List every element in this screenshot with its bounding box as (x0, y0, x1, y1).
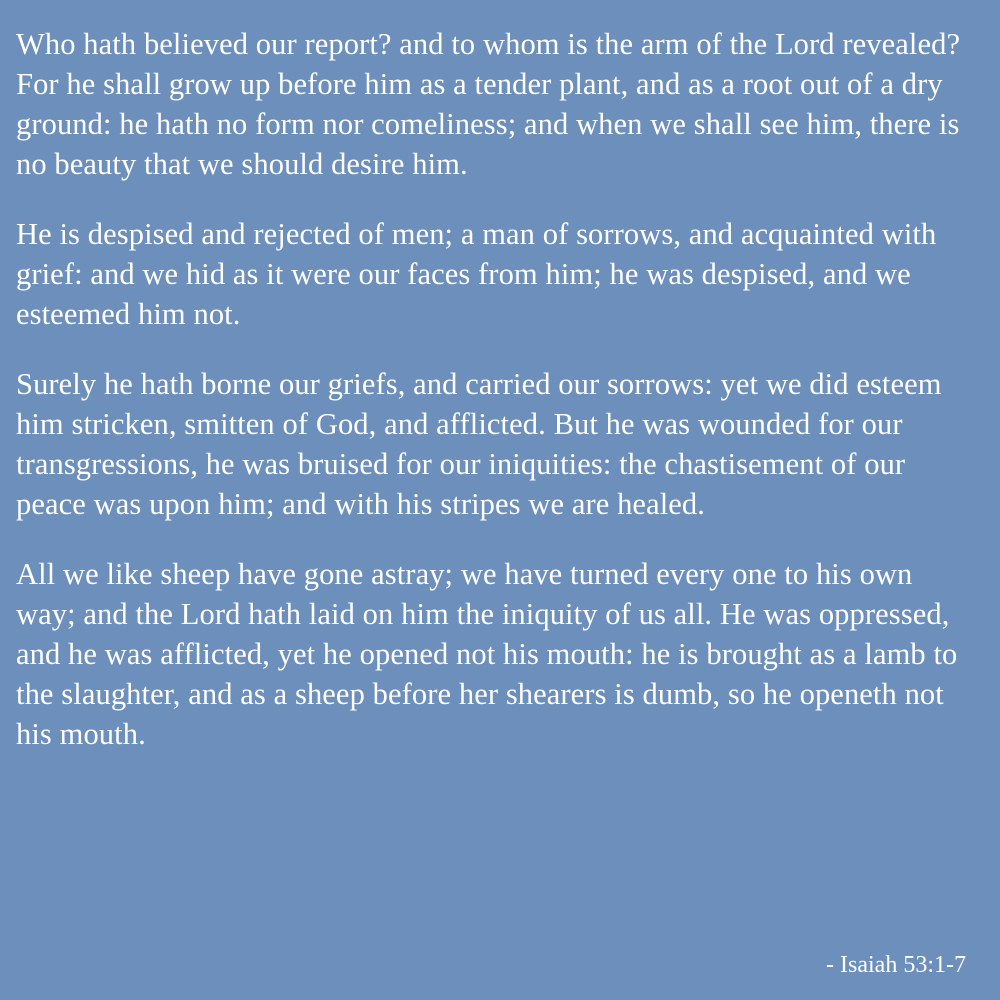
scripture-paragraph: Who hath believed our report? and to whom is the arm of the Lord revealed? For he shall grow up before him as a tender plant, and as a root out of a dry ground: he hath no form nor comeliness; and when we shall see him, there is no beauty that we should desire him. (16, 27, 961, 181)
scripture-attribution: - Isaiah 53:1-7 (826, 952, 966, 978)
scripture-body (16, 24, 970, 936)
scripture-paragraph: Surely he hath borne our griefs, and carried our sorrows: yet we did esteem him stricken, smitten of God, and afflicted. But he was wounded for our transgressions, he was bruised for our iniquities: the chastisement of our peace was upon him; and with his stripes we are healed. (16, 367, 942, 521)
scripture-paragraph: He is despised and rejected of men; a man of sorrows, and acquainted with grief: and we hid as it were our faces from him; he was despised, and we esteemed him not. (16, 217, 937, 331)
scripture-paragraph: All we like sheep have gone astray; we have turned every one to his own way; and the Lord hath laid on him the iniquity of us all. He was oppressed, and he was afflicted, yet he opened not his mouth: he is brought as a lamb to the slaughter, and as a sheep before her shearers is dumb, so he openeth not his mouth. (16, 557, 958, 751)
